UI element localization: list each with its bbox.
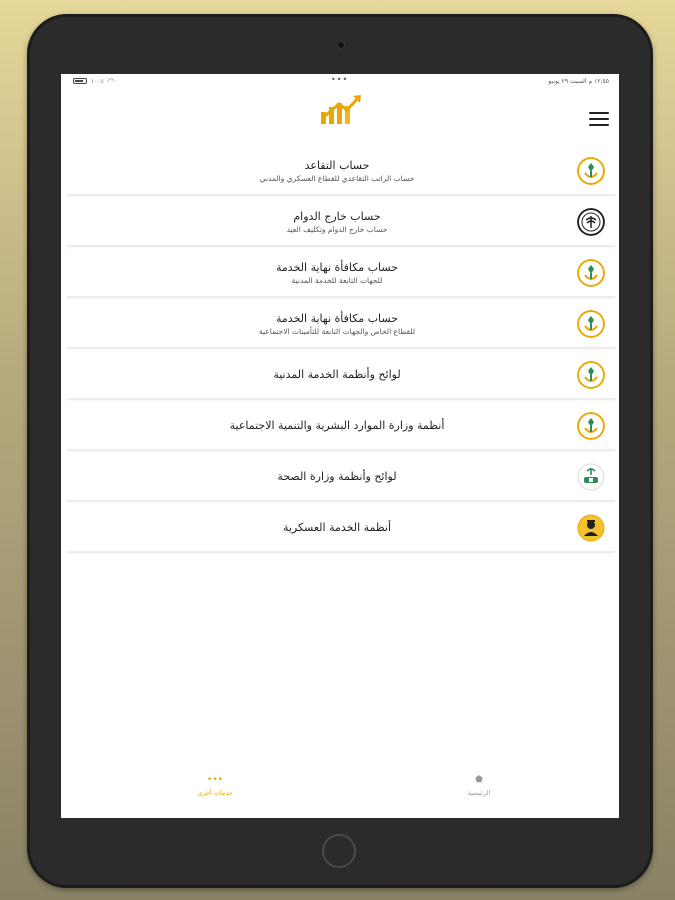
tablet-frame <box>27 14 653 888</box>
item-subtitle: للقطاع الخاص والجهات التابعة للتأمينات الاجتماعية <box>258 326 416 336</box>
list-item-hr-ministry[interactable] <box>67 403 615 451</box>
chart-arrow-logo-icon <box>319 92 363 126</box>
item-title: لوائح وأنظمة وزارة الصحة <box>277 470 397 483</box>
status-bar-time: ١٢:٥٥ م السبت ٢٩ يونيو <box>548 78 609 85</box>
item-title: أنظمة الخدمة العسكرية <box>282 521 392 534</box>
services-list <box>67 148 615 556</box>
hardware-home-button[interactable] <box>322 834 356 868</box>
palm-emblem-icon <box>577 208 605 236</box>
item-title: أنظمة وزارة الموارد البشرية والتنمية الاجتماعية <box>229 419 445 432</box>
app-screen <box>61 74 619 818</box>
front-camera <box>337 41 345 49</box>
multitask-dots[interactable]: ••• <box>331 75 349 84</box>
battery-icon <box>73 78 87 84</box>
military-service-emblem-icon <box>577 514 605 542</box>
tab-other-services[interactable] <box>175 774 255 798</box>
list-item-eos-civil[interactable] <box>67 250 615 298</box>
item-title: حساب التقاعد <box>304 158 370 172</box>
item-title: حساب خارج الدوام <box>293 209 381 223</box>
civil-service-emblem-icon <box>577 157 605 185</box>
wifi-icon: ◠ <box>107 77 115 85</box>
item-title: حساب مكافأة نهاية الخدمة <box>276 311 399 325</box>
civil-service-emblem-icon <box>577 310 605 338</box>
list-item-military-service[interactable] <box>67 505 615 553</box>
civil-service-emblem-icon <box>577 259 605 287</box>
bottom-tab-bar <box>61 772 619 818</box>
more-dots-icon: ••• <box>207 775 223 785</box>
civil-service-emblem-icon <box>577 412 605 440</box>
item-subtitle: للجهات التابعة للخدمة المدنية <box>291 275 383 285</box>
hamburger-menu-icon[interactable] <box>589 112 609 126</box>
item-subtitle: حساب الراتب التقاعدي للقطاع العسكري والمدني <box>259 173 415 183</box>
tab-home[interactable] <box>439 774 519 798</box>
item-subtitle: حساب خارج الدوام وتكليف العيد <box>286 224 388 234</box>
status-bar <box>61 74 619 90</box>
list-item-health-ministry[interactable] <box>67 454 615 502</box>
list-item-eos-private[interactable] <box>67 301 615 349</box>
item-title: حساب مكافأة نهاية الخدمة <box>276 260 399 274</box>
tab-label: خدمات أخرى <box>197 789 233 797</box>
home-icon: ⬟ <box>475 775 483 785</box>
list-item-overtime-calc[interactable] <box>67 199 615 247</box>
list-item-civil-regulations[interactable] <box>67 352 615 400</box>
status-bar-battery <box>73 77 114 85</box>
health-ministry-emblem-icon <box>577 463 605 491</box>
item-title: لوائح وأنظمة الخدمة المدنية <box>273 368 401 381</box>
civil-service-emblem-icon <box>577 361 605 389</box>
tab-label: الرئيسية <box>467 789 491 797</box>
list-item-retirement-calc[interactable] <box>67 148 615 196</box>
battery-percent: ١٠٠٪ <box>91 77 104 85</box>
